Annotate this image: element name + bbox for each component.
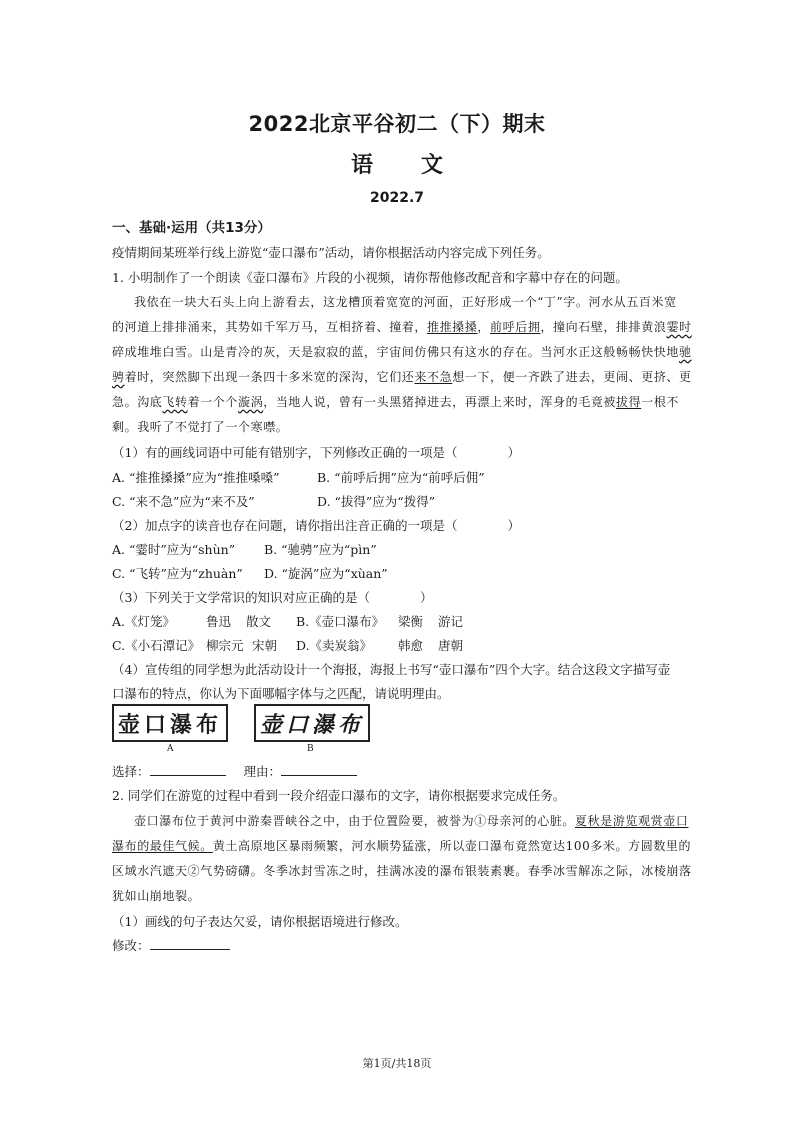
underlined-word: 前呼后拥 <box>490 320 541 334</box>
option-b-title[interactable]: B.《壶口瀑布》 <box>296 614 385 629</box>
underlined-word: 来不急 <box>414 370 453 384</box>
font-label-b: B <box>307 744 314 754</box>
page-footer: 第1页/共18页 <box>362 1057 432 1070</box>
q2-answer-row <box>112 936 230 954</box>
subq3-options-row1 <box>112 612 463 630</box>
blank-marker-1: ① <box>474 814 487 828</box>
underlined-sentence: 夏秋是游览观赏壶口 <box>575 814 689 828</box>
subq1-options-row1 <box>112 468 485 486</box>
passage2-line-1: 壶口瀑布位于黄河中游秦晋峡谷之中，由于位置险要，被誉为①母亲河的心脏。夏秋是游览观赏壶口 <box>134 814 689 828</box>
option-c-dynasty: 宋朝 <box>252 638 278 653</box>
subject-char-1: 语 <box>350 153 373 178</box>
section-intro: 疫情期间某班举行线上游览“壶口瀑布”活动，请你根据活动内容完成下列任务。 <box>112 245 550 260</box>
passage2-line-2: 瀑布的最佳气候。黄土高原地区暴雨频繁，河水顺势猛涨，所以壶口瀑布竟然宽达100多米。方圆数里的 <box>112 839 692 853</box>
underlined-word: 推推搡搡 <box>427 320 478 334</box>
option-c[interactable]: C. “飞转”应为“zhuàn” <box>112 566 243 581</box>
option-b-author: 梁衡 <box>398 614 424 629</box>
option-d-author: 韩愈 <box>398 638 424 653</box>
subject-title <box>0 148 794 179</box>
option-d[interactable]: D. “旋涡”应为“xùan” <box>264 566 388 581</box>
revise-label: 修改： <box>112 938 150 953</box>
option-a[interactable]: A. “推推搡搡”应为“推推嗓嗓” <box>112 470 280 485</box>
choice-label: 选择： <box>112 764 150 779</box>
q2-subq1-stem: （1）画线的句子表达欠妥，请你根据语境进行修改。 <box>112 914 408 929</box>
subq1-options-row2 <box>112 492 435 510</box>
subq3-stem: （3）下列关于文学常识的知识对应正确的是（ ） <box>112 590 433 605</box>
passage1-line-1: 我依在一块大石头上向上游看去，这龙槽顶着宽宽的河面，正好形成一个“丁”字。河水从五百米宽 <box>134 295 677 309</box>
passage1-line-5: 急。沟底飞转着一个个漩涡，当地人说，曾有一头黑猪掉进去，再漂上来时，浑身的毛竟被拔得一根不 <box>112 395 680 409</box>
poster-font-sample-b[interactable]: 壶口瀑布 <box>254 704 370 742</box>
exam-date: 2022.7 <box>369 190 425 206</box>
question-1-stem: 1. 小明制作了一个朗读《壶口瀑布》片段的小视频，请你帮他修改配音和字幕中存在的问题。 <box>112 270 628 285</box>
option-c-title[interactable]: C.《小石潭记》 <box>112 638 201 653</box>
passage1-line-3: 碎成堆堆白雪。山是青冷的灰，天是寂寂的蓝，宇宙间仿佛只有这水的存在。当河水正这般畅畅快快地驰 <box>112 345 692 359</box>
question-2-stem: 2. 同学们在游览的过程中看到一段介绍壶口瀑布的文字，请你根据要求完成任务。 <box>112 788 566 803</box>
passage2-line-3: 区域水汽遮天②气势磅礴。冬季冰封雪冻之时，挂满冰凌的瀑布银装素裹。春季冰雪解冻之际，冰棱崩落 <box>112 864 692 878</box>
dotted-word: 飞转 <box>162 395 188 409</box>
option-a-title[interactable]: A.《灯笼》 <box>112 614 176 629</box>
reason-blank[interactable] <box>281 763 357 776</box>
subq2-options-row2 <box>112 564 388 582</box>
page-title: 2022北京平谷初二（下）期末 <box>248 112 546 136</box>
passage1-line-2: 的河道上排排涌来，其势如千军万马，互相挤着、撞着，推推搡搡，前呼后拥，撞向石壁，排排黄浪霎时 <box>112 320 692 334</box>
option-c-author: 柳宗元 <box>206 638 244 653</box>
option-d-dynasty: 唐朝 <box>438 638 464 653</box>
font-label-a: A <box>167 744 174 754</box>
option-c[interactable]: C. “来不急”应为“来不及” <box>112 494 255 509</box>
dotted-word: 霎时 <box>666 320 692 334</box>
subq1-stem: （1）有的画线词语中可能有错别字，下列修改正确的一项是（ ） <box>112 445 520 460</box>
passage2-line-4: 犹如山崩地裂。 <box>112 889 201 903</box>
option-d[interactable]: D. “拔得”应为“拨得” <box>317 494 436 509</box>
subq2-options-row1 <box>112 540 377 558</box>
answer-row <box>112 762 357 780</box>
passage1-line-4: 骋着时，突然脚下出现一条四十多米宽的深沟，它们还来不急想一下，便一齐跌了进去，更闹、更挤、更 <box>112 370 692 384</box>
revise-blank[interactable] <box>150 937 230 950</box>
option-b[interactable]: B. “驰骋”应为“pìn” <box>264 542 377 557</box>
passage1-line-6: 剩。我听了不觉打了一个寒噤。 <box>112 420 289 434</box>
reason-label: 理由： <box>243 764 282 779</box>
subq2-stem: （2）加点字的读音也存在问题，请你指出注音正确的一项是（ ） <box>112 518 520 533</box>
subq4-stem-line-1: （4）宣传组的同学想为此活动设计一个海报，海报上书写“壶口瀑布”四个大字。结合这段文字描写壶 <box>112 662 671 677</box>
option-a-author: 鲁迅 <box>206 614 232 629</box>
subq4-stem-line-2: 口瀑布的特点，你认为下面哪幅字体与之匹配，请说明理由。 <box>112 686 450 701</box>
subq3-options-row2 <box>112 636 463 654</box>
dotted-word: 漩涡 <box>238 395 264 409</box>
option-a-genre: 散文 <box>246 614 272 629</box>
poster-font-sample-a[interactable]: 壶口瀑布 <box>112 704 228 742</box>
option-b[interactable]: B. “前呼后拥”应为“前呼后佣” <box>317 470 485 485</box>
subject-char-2: 文 <box>421 153 444 178</box>
underlined-sentence: 瀑布的最佳气候。 <box>112 839 213 853</box>
option-a[interactable]: A. “霎时”应为“shùn” <box>112 542 236 557</box>
section-heading: 一、基础·运用（共13分） <box>112 220 271 236</box>
option-d-title[interactable]: D.《卖炭翁》 <box>296 638 373 653</box>
choice-blank[interactable] <box>150 763 226 776</box>
blank-marker-2: ② <box>187 864 201 878</box>
underlined-word: 拔得 <box>616 395 642 409</box>
dotted-word: 驰 <box>679 345 692 359</box>
option-b-genre: 游记 <box>438 614 464 629</box>
dotted-word: 骋 <box>112 370 125 384</box>
